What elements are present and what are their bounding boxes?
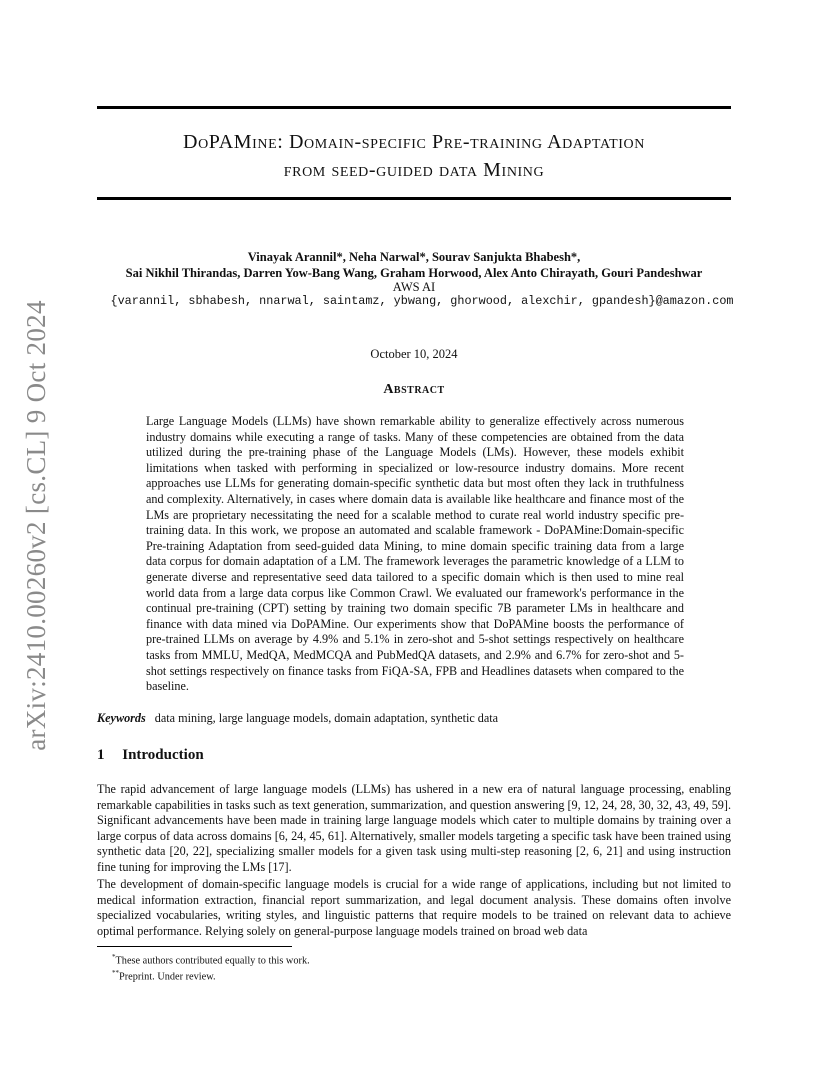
footnote-2-text: Preprint. Under review.	[119, 971, 216, 983]
paper-title	[97, 128, 731, 184]
publication-date: October 10, 2024	[370, 347, 458, 361]
title-rule-top	[97, 106, 731, 109]
section-title: Introduction	[122, 747, 204, 763]
section-number: 1	[97, 747, 105, 763]
keywords	[97, 711, 498, 726]
footnote-rule	[97, 946, 292, 947]
author-line-1: Vinayak Arannil*, Neha Narwal*, Sourav Sanjukta Bhabesh*,	[247, 250, 581, 264]
footnote-2: **Preprint. Under review.	[112, 969, 216, 983]
author-emails: {varannil, sbhabesh, nnarwal, saintamz, ybwang, ghorwood, alexchir, gpandesh}@amazon.com	[110, 294, 734, 308]
section-heading-introduction	[97, 747, 204, 764]
arxiv-stamp	[16, 295, 56, 755]
author-list	[0, 249, 828, 281]
arxiv-stamp-text: arXiv:2410.00260v2 [cs.CL] 9 Oct 2024	[20, 299, 51, 751]
intro-paragraph-2: The development of domain-specific language models is crucial for a wide range of applications, including but not limited to medical information extraction, financial report summarization, and legal document analysis. These domains often involve specialized vocabularies, writing styles, and linguistic patterns that require models to be trained on relevant data to achieve optimal performance. Relying solely on general-purpose language models trained on broad web data	[97, 877, 731, 938]
footnotes	[112, 951, 310, 984]
abstract-text: Large Language Models (LLMs) have shown remarkable ability to generalize effectively across numerous industry domains while executing a range of tasks. Many of these competencies are obtained from the data utilized during the pre-training phase of the Language Models (LMs). However, these models exhibit limitations when tasked with performing in specialized or low-resource industry domains. More recent approaches use LLMs for generating domain-specific synthetic data but most often they lack in truthfulness and complexity. Alternatively, in cases where domain data is available like healthcare and finance most of the LMs are proprietary necessitating the need for a scalable method to curate real world industry specific pre-training data. In this work, we propose an automated and scalable framework - DoPAMine:Domain-specific Pre-training Adaptation from seed-guided data Mining, to mine domain specific training data from a large data corpus for domain adaptation of a LM. The framework leverages the parametric knowledge of a LLM to generate diverse and representative seed data tailored to a specific domain which is then used to mine real world data from a large data corpus like Common Crawl. We evaluated our framework's performance in the continual pre-training (CPT) setting by training two domain specific 7B parameter LMs in healthcare and finance with data mined via DoPAMine. Our experiments show that DoPAMine boosts the performance of pre-trained LLMs on average by 4.9% and 5.1% in zero-shot and 5-shot settings respectively on healthcare tasks from MMLU, MedQA, MedMCQA and PubMedQA datasets, and 2.9% and 6.7% for zero-shot and 5-shot settings respectively on finance tasks from FiQA-SA, FPB and Headlines datasets when compared to the baseline.	[146, 414, 684, 694]
affiliation: AWS AI	[392, 280, 436, 294]
keywords-label: Keywords	[97, 711, 146, 725]
intro-paragraph-1: The rapid advancement of large language models (LLMs) has ushered in a new era of natural language processing, enabling remarkable capabilities in tasks such as text generation, summarization, and question answering [9, 12, 24, 28, 30, 32, 43, 49, 59]. Significant advancements have been made in training large language models which cater to multiple domains by training over a large corpus of data across domains [6, 24, 45, 61]. Alternatively, smaller models targeting a specific task have been trained using synthetic data [20, 22], specializing smaller models for a given task using multi-step reasoning [2, 6, 21] and using instruction fine tuning for improving the LMs [17].	[97, 782, 731, 874]
author-line-2: Sai Nikhil Thirandas, Darren Yow-Bang Wang, Graham Horwood, Alex Anto Chirayath, Gouri Pandeshwar	[125, 266, 703, 280]
paper-title-line2: from seed-guided data Mining	[283, 159, 545, 181]
keywords-text: data mining, large language models, domain adaptation, synthetic data	[154, 711, 499, 725]
abstract-heading: Abstract	[383, 382, 445, 397]
title-rule-bottom	[97, 197, 731, 200]
footnote-1-text: These authors contributed equally to this work.	[115, 955, 310, 967]
paper-title-line1: DoPAMine: Domain-specific Pre-training Adaptation	[183, 131, 645, 153]
footnote-1: *These authors contributed equally to this work.	[112, 953, 310, 967]
